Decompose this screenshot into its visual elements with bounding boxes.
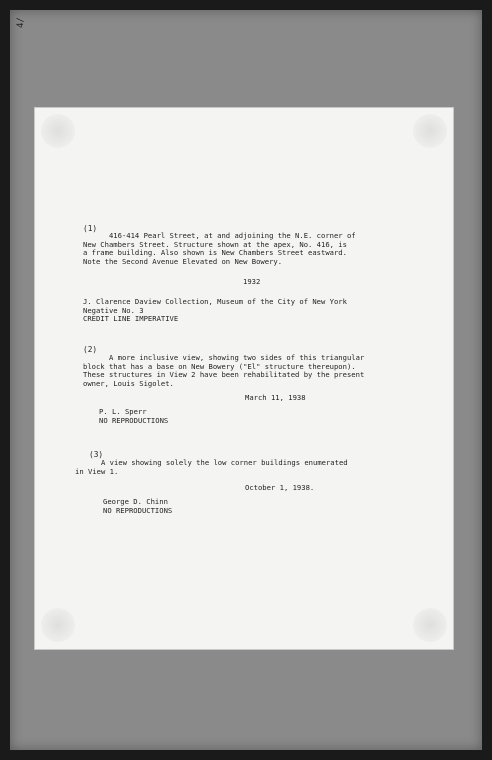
- entry-1-credit: [83, 298, 347, 324]
- entry-3-line: A view showing solely the low corner buildings enumerated: [75, 458, 348, 467]
- entry-1-credit-line: J. Clarence Daview Collection, Museum of the City of New York: [83, 297, 347, 306]
- paper-stain: [413, 608, 447, 642]
- entry-1-line: 416-414 Pearl Street, at and adjoining the N.E. corner of: [83, 231, 356, 240]
- entry-2-date: March 11, 1938: [245, 393, 306, 402]
- typed-document-page: [34, 107, 454, 650]
- entry-3-credit-line: George D. Chinn: [103, 497, 168, 506]
- entry-1-date: 1932: [243, 277, 261, 286]
- entry-3-line: in View 1.: [75, 466, 119, 476]
- entry-2-credit: [99, 408, 168, 425]
- entry-2-number: (2): [83, 345, 98, 354]
- entry-1-line: Note the Second Avenue Elevated on New Bowery.: [83, 256, 283, 266]
- entry-3-number: (3): [89, 450, 104, 459]
- entry-2-line: A more inclusive view, showing two sides of this triangular: [83, 353, 365, 362]
- entry-1-line: New Chambers Street. Structure shown at the apex, No. 416, is: [83, 239, 347, 249]
- entry-2-description: [83, 354, 364, 388]
- entry-3-credit-line: NO REPRODUCTIONS: [103, 505, 173, 515]
- entry-3-date: October 1, 1938.: [245, 483, 315, 492]
- corner-handwritten-mark: 4/: [16, 17, 26, 28]
- entry-2-line: These structures in View 2 have been rehabilitated by the present: [83, 370, 365, 380]
- photo-mount-board: [10, 10, 482, 750]
- entry-1-line: a frame building. Also shown is New Chambers Street eastward.: [83, 248, 347, 258]
- entry-2-credit-line: NO REPRODUCTIONS: [99, 415, 169, 425]
- entry-2-credit-line: P. L. Sperr: [99, 407, 147, 416]
- paper-stain: [413, 114, 447, 148]
- entry-2-line: block that has a base on New Bowery ("El" structure thereupon).: [83, 361, 356, 371]
- entry-2-line: owner, Louis Sigolet.: [83, 378, 174, 388]
- paper-stain: [41, 608, 75, 642]
- entry-3-credit: [103, 498, 172, 515]
- entry-1-number: (1): [83, 224, 98, 233]
- entry-1-description: [83, 232, 356, 266]
- entry-3-description: [75, 459, 348, 476]
- entry-1-credit-line: CREDIT LINE IMPERATIVE: [83, 314, 179, 324]
- entry-1-credit-line: Negative No. 3: [83, 305, 144, 315]
- paper-stain: [41, 114, 75, 148]
